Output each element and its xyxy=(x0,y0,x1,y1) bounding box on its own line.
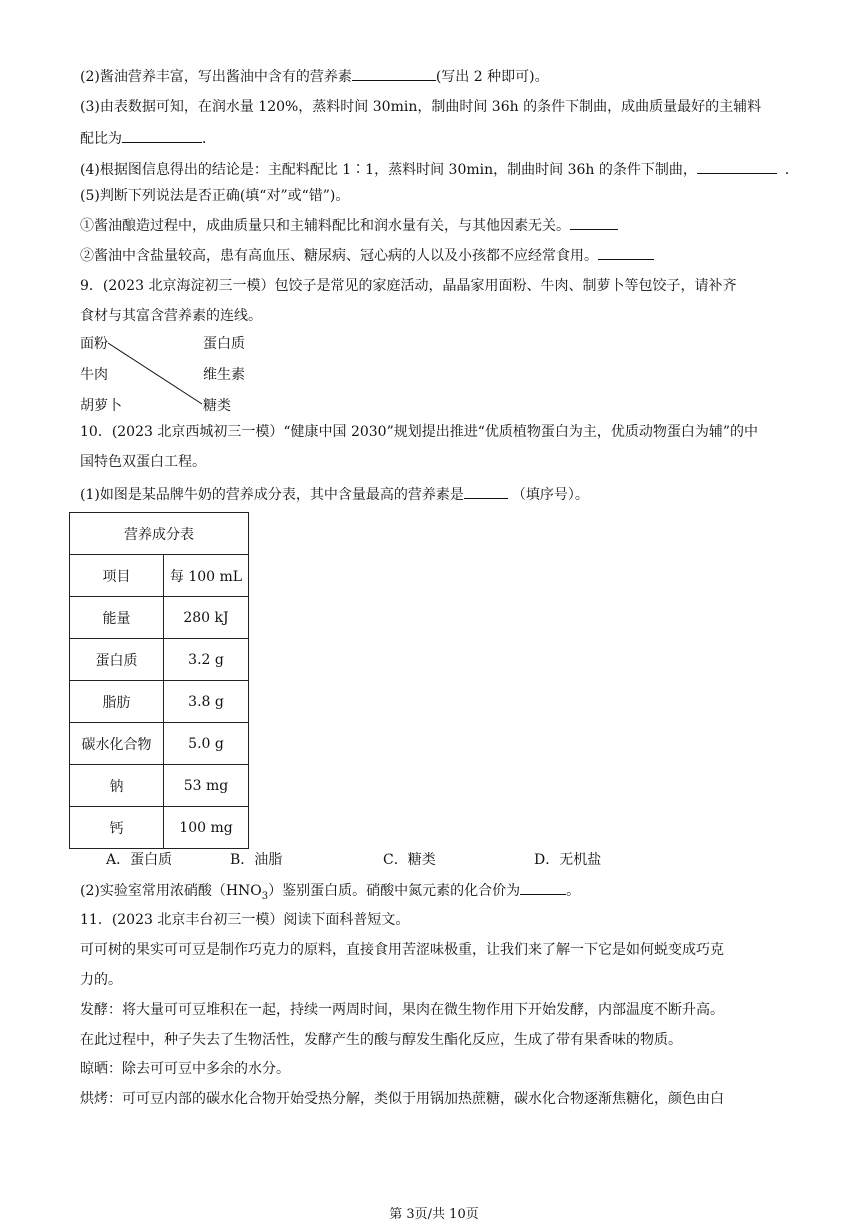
table-header-cell: 每 100 mL xyxy=(164,555,249,597)
q11-paragraph-line: 发酵：将大量可可豆堆积在一起，持续一两周时间，果肉在微生物作用下开始发酵，内部温度不断升高。 xyxy=(80,1002,724,1018)
table-title: 营养成分表 xyxy=(70,513,249,555)
page-number: 第 3页/共 10页 xyxy=(389,1207,479,1222)
food-left-1: 面粉 xyxy=(80,336,108,352)
table-cell: 53 mg xyxy=(164,765,249,807)
option-b[interactable]: B．油脂 xyxy=(230,852,283,868)
q10-part2: (2)实验室常用浓硝酸$(HNO_3)$鉴别蛋白质。硝酸中氮元素的化合价为 。 xyxy=(80,880,580,900)
answer-blank[interactable] xyxy=(464,484,508,499)
option-d[interactable]: D．无机盐 xyxy=(534,852,602,868)
nutrition-table xyxy=(69,512,249,849)
q11-paragraph-line: 可可树的果实可可豆是制作巧克力的原料，直接食用苦涩味极重，让我们来了解一下它是如何蜕变成巧克 xyxy=(80,942,724,958)
q11-paragraph-line: 烘烤：可可豆内部的碳水化合物开始受热分解，类似于用锅加热蔗糖，碳水化合物逐渐焦糖化，颜色由白 xyxy=(80,1091,724,1107)
table-cell: 钠 xyxy=(70,765,164,807)
q8-part2: (2)酱油营养丰富，写出酱油中含有的营养素 (写出 2 种即可)。 xyxy=(80,66,549,86)
table-cell: 280 kJ xyxy=(164,597,249,639)
table-cell: 碳水化合物 xyxy=(70,723,164,765)
table-row xyxy=(70,723,249,765)
table-cell: 蛋白质 xyxy=(70,639,164,681)
nutrient-right-3: 糖类 xyxy=(203,398,231,414)
table-header-cell: 项目 xyxy=(70,555,164,597)
q9-stem-line1: 9．(2023 北京海淀初三一模）包饺子是常见的家庭活动，晶晶家用面粉、牛肉、制萝卜等包饺子，请补齐 xyxy=(80,278,737,294)
food-left-3: 胡萝卜 xyxy=(80,398,122,414)
q10-stem-line2: 国特色双蛋白工程。 xyxy=(80,454,206,470)
q9-stem-line2: 食材与其富含营养素的连线。 xyxy=(80,308,262,324)
q10-part1: (1)如图是某品牌牛奶的营养成分表，其中含量最高的营养素是 （填序号）。 xyxy=(80,484,589,504)
table-cell: 脂肪 xyxy=(70,681,164,723)
table-cell: 5.0 g xyxy=(164,723,249,765)
q10-stem-line1: 10．(2023 北京西城初三一模）“健康中国 2030”规划提出推进“优质植物蛋白为主，优质动物蛋白为辅”的中 xyxy=(80,424,759,440)
nutrient-right-2: 维生素 xyxy=(203,367,245,383)
matching-line xyxy=(108,343,202,404)
answer-blank[interactable] xyxy=(520,880,566,895)
q8-part3-line1: (3)由表数据可知，在润水量 120%，蒸料时间 30min，制曲时间 36h 的条件下制曲，成曲质量最好的主辅料 xyxy=(80,99,762,115)
table-row xyxy=(70,765,249,807)
q8-statement2: ②酱油中含盐量较高，患有高血压、糖尿病、冠心病的人以及小孩都不应经常食用。 xyxy=(80,245,654,265)
table-row xyxy=(70,807,249,849)
table-row xyxy=(70,639,249,681)
table-title-row xyxy=(70,513,249,555)
table-cell: 能量 xyxy=(70,597,164,639)
nutrient-right-1: 蛋白质 xyxy=(203,336,245,352)
table-cell: 100 mg xyxy=(164,807,249,849)
q11-paragraph-line: 晾晒：除去可可豆中多余的水分。 xyxy=(80,1061,290,1077)
q11-stem: 11．(2023 北京丰台初三一模）阅读下面科普短文。 xyxy=(80,912,410,928)
q8-part5: (5)判断下列说法是否正确(填“对”或“错”)。 xyxy=(80,188,350,204)
table-cell: 钙 xyxy=(70,807,164,849)
table-cell: 3.2 g xyxy=(164,639,249,681)
q8-part3-line2: 配比为 ． xyxy=(80,128,216,148)
option-a[interactable]: A．蛋白质 xyxy=(106,852,173,868)
table-header-row xyxy=(70,555,249,597)
q11-paragraph-line: 在此过程中，种子失去了生物活性，发酵产生的酸与醇发生酯化反应，生成了带有果香味的物质。 xyxy=(80,1032,682,1048)
q11-paragraph-line: 力的。 xyxy=(80,972,122,988)
q8-part4: (4)根据图信息得出的结论是：主配料配比 1∶1，蒸料时间 30min，制曲时间 36h 的条件下制曲， ． xyxy=(80,159,799,179)
table-cell: 3.8 g xyxy=(164,681,249,723)
option-c[interactable]: C．糖类 xyxy=(383,852,436,868)
q8-statement1: ①酱油酿造过程中，成曲质量只和主辅料配比和润水量有关，与其他因素无关。 xyxy=(80,215,618,235)
table-row xyxy=(70,597,249,639)
food-left-2: 牛肉 xyxy=(80,367,108,383)
table-row xyxy=(70,681,249,723)
